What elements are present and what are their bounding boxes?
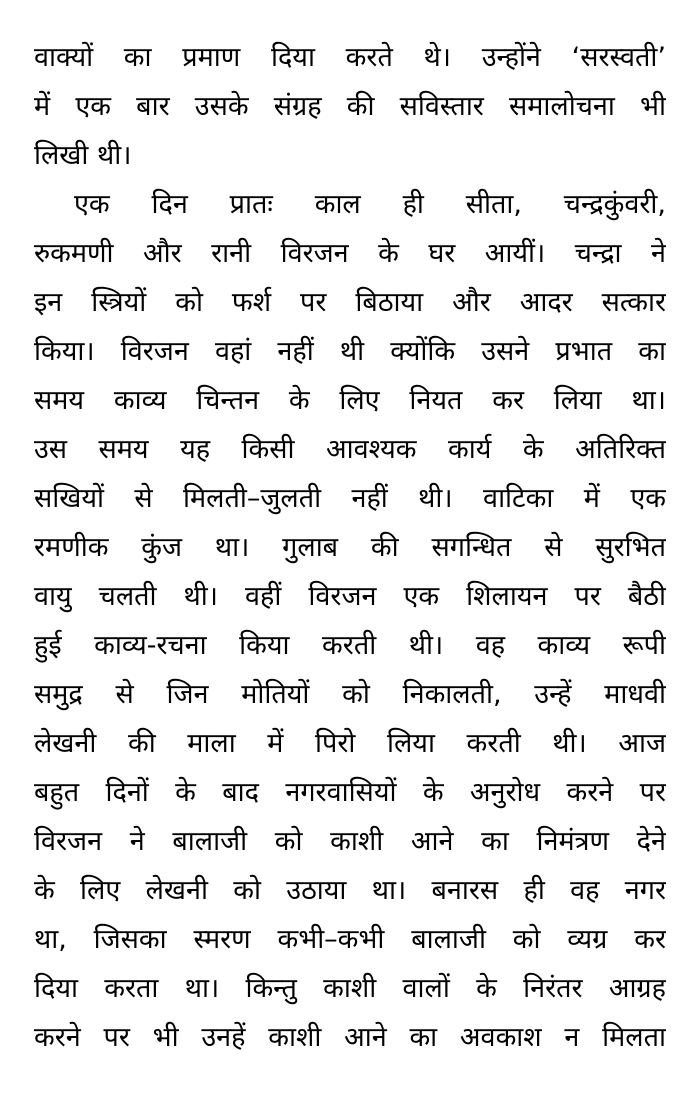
text-line: किया। विरजन वहां नहीं थी क्योंकि उसने प्रभात का: [34, 336, 666, 367]
text-line: वायु चलती थी। वहीं विरजन एक शिलायन पर बैठी: [34, 581, 666, 612]
paragraph-first-line: एक दिन प्रातः काल ही सीता, चन्द्रकुंवरी,: [74, 189, 666, 220]
text-line: रुकमणी और रानी विरजन के घर आयीं। चन्द्रा ने: [34, 238, 666, 269]
text-line: के लिए लेखनी को उठाया था। बनारस ही वह नगर: [34, 875, 666, 906]
text-line: उस समय यह किसी आवश्यक कार्य के अतिरिक्त: [34, 434, 666, 465]
text-line: सखियों से मिलती–जुलती नहीं थी। वाटिका में एक: [34, 483, 666, 514]
text-line: लिखी थी।: [34, 140, 132, 171]
text-line: इन स्त्रियों को फर्श पर बिठाया और आदर सत्कार: [34, 287, 666, 318]
text-line: समुद्र से जिन मोतियों को निकालती, उन्हें माधवी: [34, 679, 666, 710]
text-line: लेखनी की माला में पिरो लिया करती थी। आज: [34, 728, 666, 759]
text-line: में एक बार उसके संग्रह की सविस्तार समालोचना भी: [34, 91, 666, 122]
text-line: दिया करता था। किन्तु काशी वालों के निरंतर आग्रह: [34, 973, 666, 1004]
text-line: समय काव्य चिन्तन के लिए नियत कर लिया था।: [34, 385, 666, 416]
text-line: वाक्यों का प्रमाण दिया करते थे। उन्होंने ‘सरस्वती’: [34, 42, 666, 73]
text-line: विरजन ने बालाजी को काशी आने का निमंत्रण देने: [34, 826, 666, 857]
text-line: करने पर भी उनहें काशी आने का अवकाश न मिलता: [34, 1022, 666, 1053]
text-line: बहुत दिनों के बाद नगरवासियों के अनुरोध करने पर: [34, 777, 666, 808]
text-line: हुई काव्य-रचना किया करती थी। वह काव्य रूपी: [34, 630, 666, 661]
text-line: था, जिसका स्मरण कभी–कभी बालाजी को व्यग्र कर: [34, 924, 666, 955]
text-line: रमणीक कुंज था। गुलाब की सगन्धित से सुरभित: [34, 532, 666, 563]
